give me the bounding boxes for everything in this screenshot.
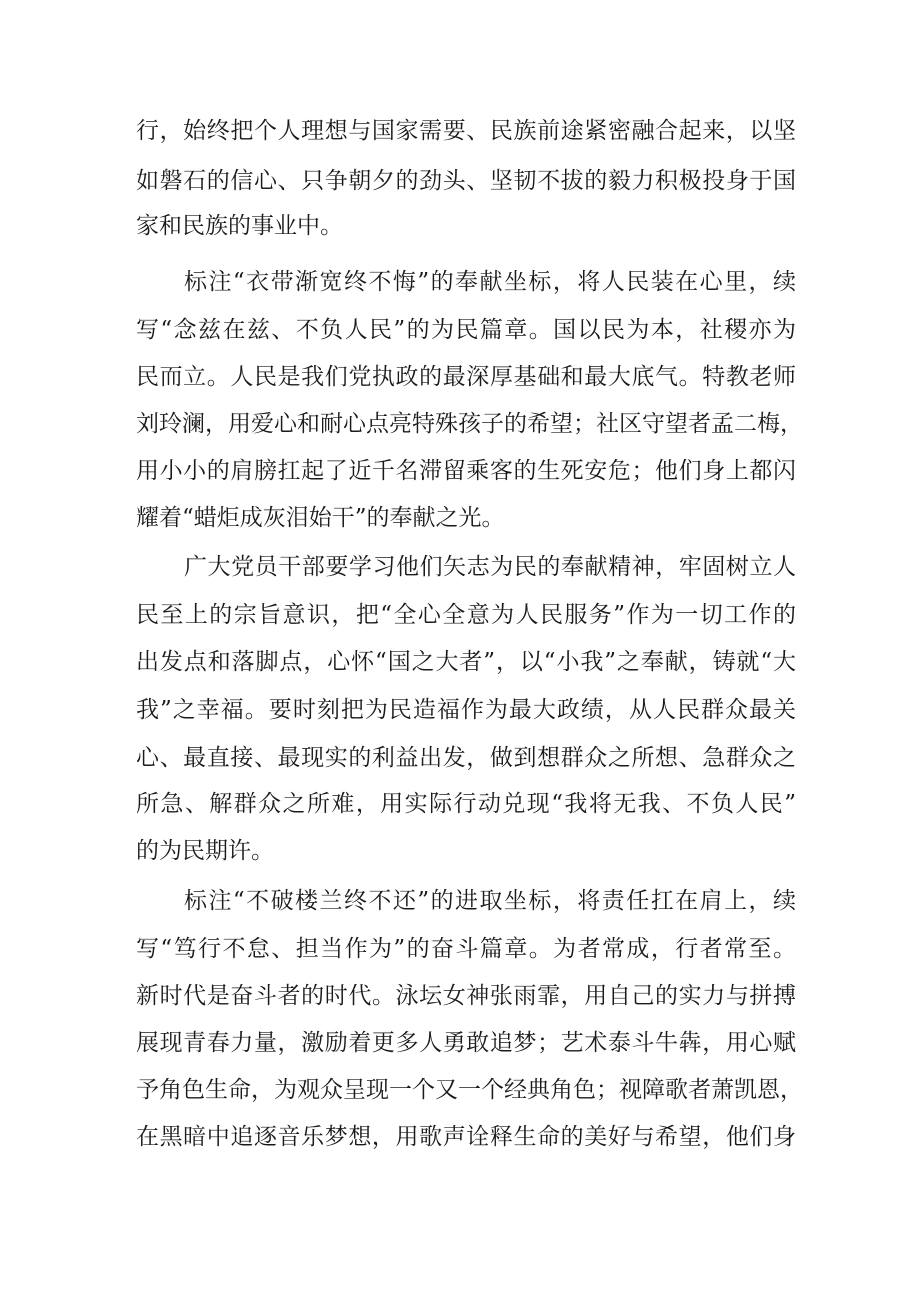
paragraph-4-line-1: 标注“不破楼兰终不还”的进取坐标，将责任扛在肩上，续 [184, 888, 796, 914]
paragraph-3-line-2: 民至上的宗旨意识，把“全心全意为人民服务”作为一切工作的 [136, 602, 796, 628]
paragraph-2-line-5: 用小小的肩膀扛起了近千名滞留乘客的生死安危；他们身上都闪 [136, 458, 796, 484]
paragraph-4-line-2: 写“笃行不怠、担当作为”的奋斗篇章。为者常成，行者常至。 [136, 936, 796, 962]
paragraph-1-line-3: 家和民族的事业中。 [136, 213, 343, 239]
paragraph-2-line-4: 刘玲澜，用爱心和耐心点亮特殊孩子的希望；社区守望者孟二梅， [136, 411, 803, 437]
paragraph-2-line-1: 标注“衣带渐宽终不悔”的奉献坐标，将人民装在心里，续 [184, 269, 796, 295]
paragraph-3-line-5: 心、最直接、最现实的利益出发，做到想群众之所想、急群众之 [136, 745, 796, 771]
paragraph-1-line-1: 行，始终把个人理想与国家需要、民族前途紧密融合起来，以坚 [136, 118, 796, 144]
paragraph-2-line-6: 耀着“蜡炬成灰泪始干”的奉献之光。 [136, 505, 505, 531]
paragraph-2-line-3: 民而立。人民是我们党执政的最深厚基础和最大底气。特教老师 [136, 364, 796, 390]
paragraph-4-line-6: 在黑暗中追逐音乐梦想，用歌声诠释生命的美好与希望，他们身 [136, 1124, 796, 1150]
paragraph-4-line-4: 展现青春力量，激励着更多人勇敢追梦；艺术泰斗牛犇，用心赋 [136, 1030, 796, 1056]
paragraph-2-line-2: 写“念兹在兹、不负人民”的为民篇章。国以民为本，社稷亦为 [136, 317, 796, 343]
paragraph-3-line-4: 我”之幸福。要时刻把为民造福作为最大政绩，从人民群众最关 [136, 697, 796, 723]
paragraph-3-line-7: 的为民期许。 [136, 838, 274, 864]
paragraph-3-line-3: 出发点和落脚点，心怀“国之大者”，以“小我”之奉献，铸就“大 [136, 649, 796, 675]
paragraph-4-line-5: 予角色生命，为观众呈现一个又一个经典角色；视障歌者萧凯恩， [136, 1077, 803, 1103]
paragraph-3-line-1: 广大党员干部要学习他们矢志为民的奉献精神，牢固树立人 [184, 554, 796, 580]
paragraph-1-line-2: 如磐石的信心、只争朝夕的劲头、坚韧不拔的毅力积极投身于国 [136, 168, 796, 194]
paragraph-4-line-3: 新时代是奋斗者的时代。泳坛女神张雨霏，用自己的实力与拼搏 [136, 983, 796, 1009]
paragraph-3-line-6: 所急、解群众之所难，用实际行动兑现“我将无我、不负人民” [136, 791, 796, 817]
